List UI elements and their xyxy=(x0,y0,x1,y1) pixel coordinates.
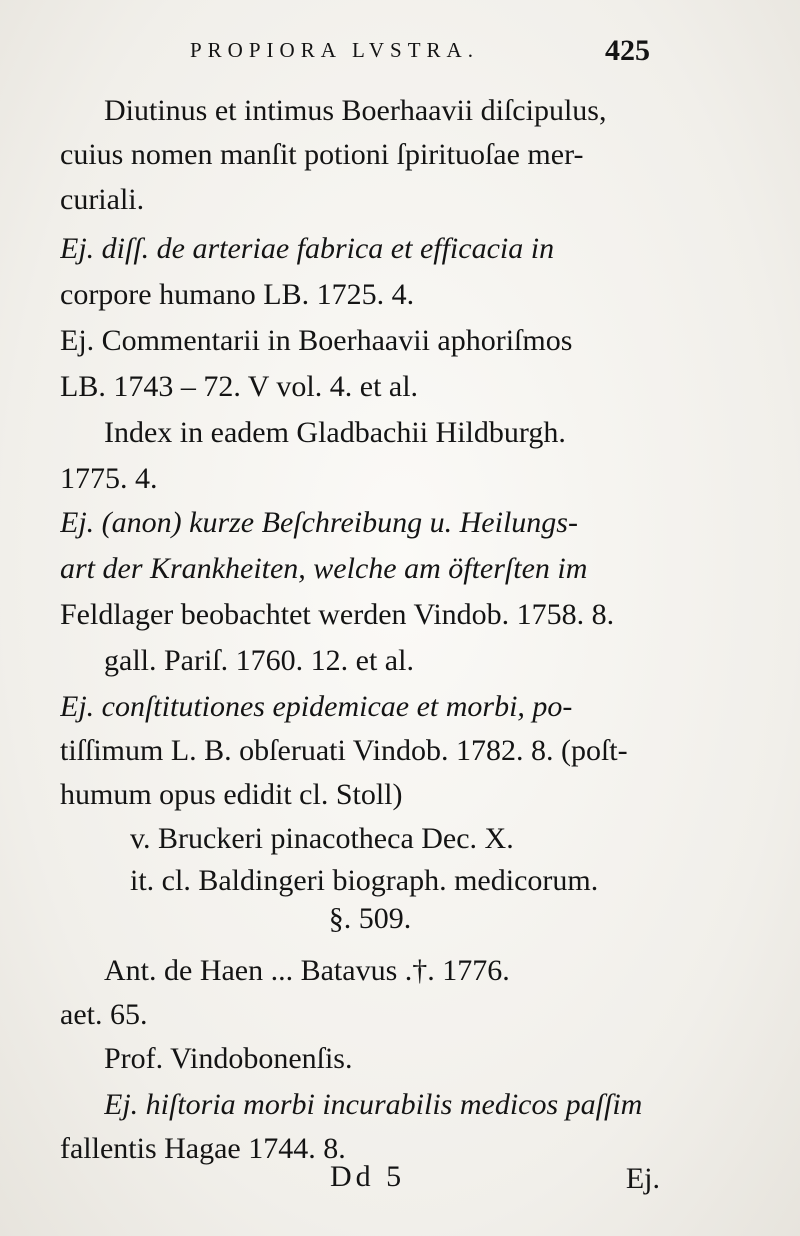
text-line-6: Ej. Commentarii in Boerhaavii aphoriſmos xyxy=(60,324,573,357)
text-line-17: v. Bruckeri pinacotheca Dec. X. xyxy=(130,822,514,855)
text-line-22: Ej. hiſtoria morbi incurabilis medicos paſſim xyxy=(104,1088,643,1121)
text-line-16: humum opus edidit cl. Stoll) xyxy=(60,778,403,811)
text-line-12: Feldlager beobachtet werden Vindob. 1758. 8. xyxy=(60,598,615,631)
catchword: Ej. xyxy=(625,1162,660,1195)
text-line-13: gall. Pariſ. 1760. 12. et al. xyxy=(104,644,414,677)
text-line-10: Ej. (anon) kurze Beſchreibung u. Heilungs- xyxy=(60,506,578,539)
text-line-11: art der Krankheiten, welche am öfterſten im xyxy=(60,552,588,585)
text-line-15: tiſſimum L. B. obſeruati Vindob. 1782. 8. (poſt- xyxy=(60,734,628,767)
text-line-19: Ant. de Haen ... Batavus .†. 1776. xyxy=(104,954,510,987)
page-number: 425 xyxy=(605,34,650,67)
text-line-8: Index in eadem Gladbachii Hildburgh. xyxy=(104,416,566,449)
text-line-4: Ej. diſſ. de arteriae fabrica et efficacia in xyxy=(60,232,555,265)
text-line-7: LB. 1743 – 72. V vol. 4. et al. xyxy=(60,370,419,403)
running-head: PROPIORA LVSTRA. xyxy=(190,38,479,62)
text-line-20: aet. 65. xyxy=(60,998,148,1031)
text-line-14: Ej. conſtitutiones epidemicae et morbi, po- xyxy=(60,690,573,723)
signature-mark: Dd 5 xyxy=(330,1160,406,1193)
text-line-1: Diutinus et intimus Boerhaavii diſcipulus, xyxy=(104,94,607,127)
text-line-18: it. cl. Baldingeri biograph. medicorum. xyxy=(130,864,599,897)
text-line-9: 1775. 4. xyxy=(60,462,158,495)
text-line-2: cuius nomen manſit potioni ſpirituoſae mer- xyxy=(60,138,584,171)
text-line-23: fallentis Hagae 1744. 8. xyxy=(60,1132,346,1165)
text-line-5: corpore humano LB. 1725. 4. xyxy=(60,278,415,311)
section-number: §. 509. xyxy=(328,902,412,935)
text-line-3: curiali. xyxy=(60,183,145,216)
text-line-21: Prof. Vindobonenſis. xyxy=(104,1042,353,1075)
